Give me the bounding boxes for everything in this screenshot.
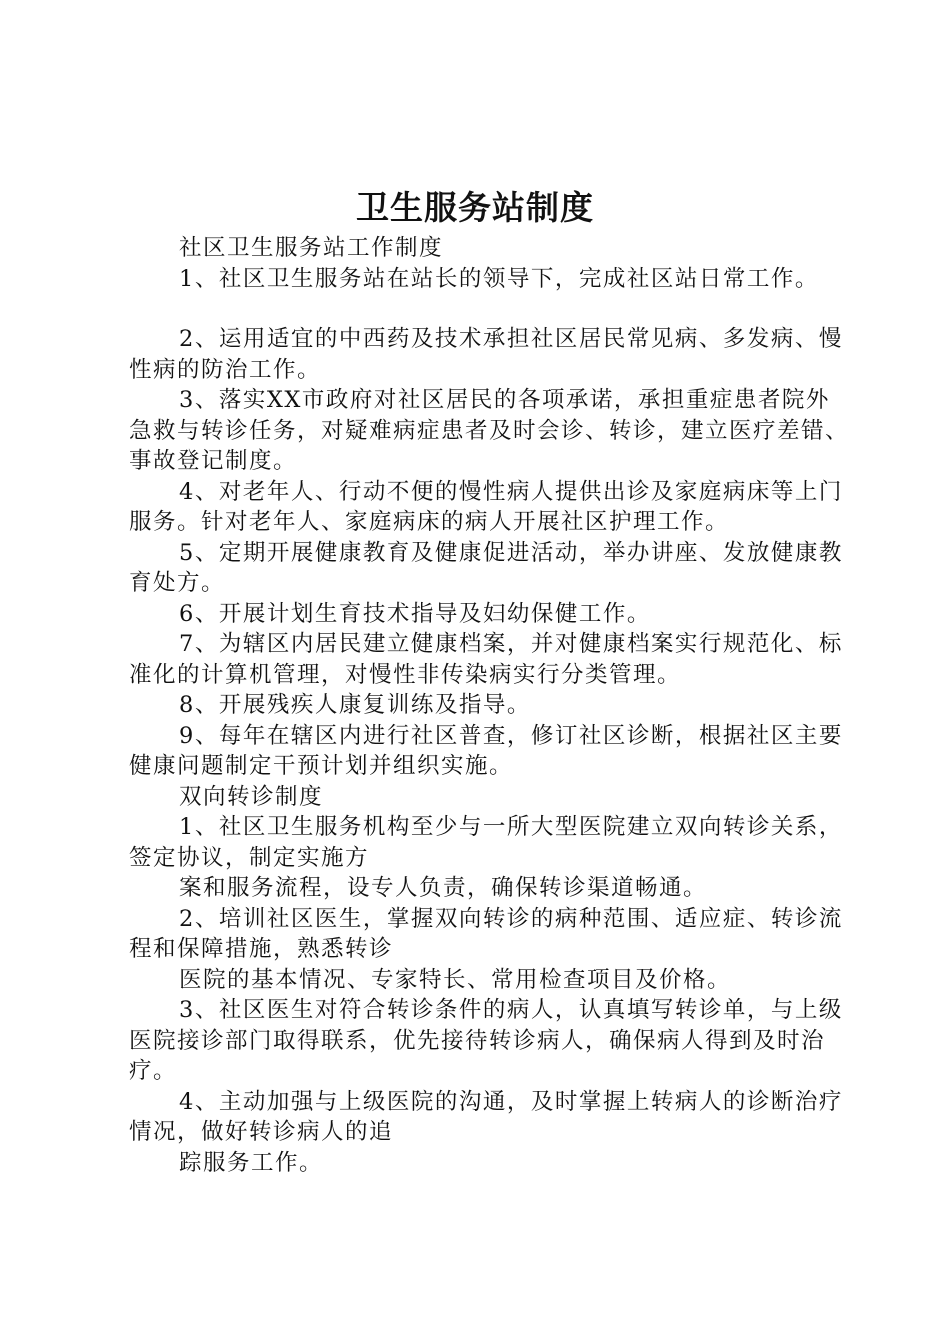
paragraph-referral-2-cont: 医院的基本情况、专家特长、常用检查项目及价格。 [179,966,732,993]
paragraph-referral-1: 1、社区卫生服务机构至少与一所大型医院建立双向转诊关系，签定协议，制定实施方 [129,814,843,871]
paragraph-station-1: 1、社区卫生服务站在站长的领导下，完成社区站日常工作。 [179,265,819,292]
paragraph-station-9: 9、每年在辖区内进行社区普查，修订社区诊断，根据社区主要健康问题制定干预计划并组织实施。 [129,722,843,779]
paragraph-station-5: 5、定期开展健康教育及健康促进活动，举办讲座、发放健康教育处方。 [129,539,843,596]
section-heading-station: 社区卫生服务站工作制度 [179,235,444,261]
section-heading-referral: 双向转诊制度 [179,783,324,810]
paragraph-referral-4: 4、主动加强与上级医院的沟通，及时掌握上转病人的诊断治疗情况，做好转诊病人的追 [129,1088,843,1145]
paragraph-station-3: 3、落实XX市政府对社区居民的各项承诺，承担重症患者院外急救与转诊任务，对疑难病症患者及时会诊、转诊，建立医疗差错、事故登记制度。 [129,387,850,474]
paragraph-referral-4-cont: 踪服务工作。 [179,1149,324,1176]
paragraph-referral-3: 3、社区医生对符合转诊条件的病人，认真填写转诊单，与上级医院接诊部门取得联系，优先接待转诊病人，确保病人得到及时治疗。 [129,997,843,1084]
document-body [129,233,849,1178]
paragraph-referral-1-cont: 案和服务流程，设专人负责，确保转诊渠道畅通。 [179,875,708,901]
paragraph-station-4: 4、对老年人、行动不便的慢性病人提供出诊及家庭病床等上门服务。针对老年人、家庭病床的病人开展社区护理工作。 [129,478,843,535]
paragraph-station-2: 2、运用适宜的中西药及技术承担社区居民常见病、多发病、慢性病的防治工作。 [129,326,843,383]
paragraph-referral-2: 2、培训社区医生，掌握双向转诊的病种范围、适应症、转诊流程和保障措施，熟悉转诊 [129,905,843,962]
document-title: 卫生服务站制度 [356,188,594,227]
paragraph-station-6: 6、开展计划生育技术指导及妇幼保健工作。 [179,600,651,627]
paragraph-station-8: 8、开展残疾人康复训练及指导。 [179,692,531,718]
paragraph-station-7: 7、为辖区内居民建立健康档案，并对健康档案实行规范化、标准化的计算机管理，对慢性非传染病实行分类管理。 [129,631,843,688]
